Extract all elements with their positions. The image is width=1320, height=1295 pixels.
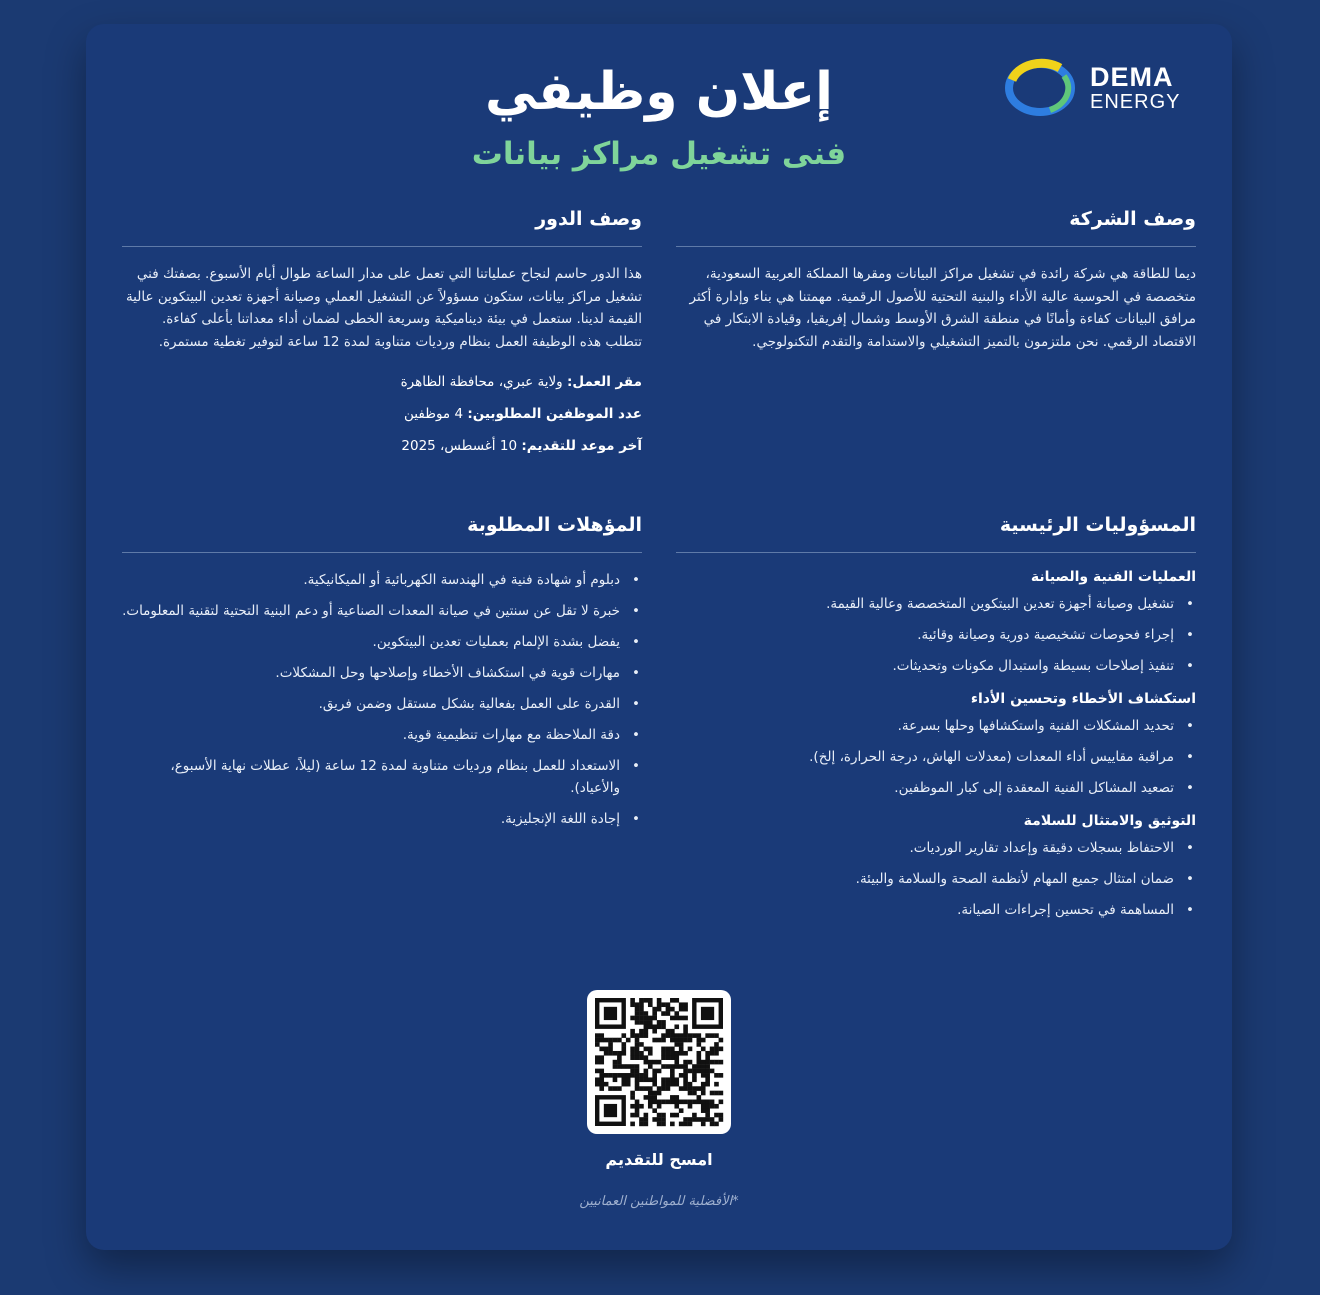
job-subtitle: فنى تشغيل مراكز بيانات xyxy=(471,136,847,172)
responsibilities-title: المسؤوليات الرئيسية xyxy=(676,514,1196,553)
list-item: • تنفيذ إصلاحات بسيطة واستبدال مكونات وتحديثات. xyxy=(676,655,1196,677)
list-item: • المساهمة في تحسين إجراءات الصيانة. xyxy=(676,899,1196,921)
list-item: • إجراء فحوصات تشخيصية دورية وصيانة وقائية. xyxy=(676,624,1196,646)
role-details xyxy=(122,373,642,455)
role-text: هذا الدور حاسم لنجاح عملياتنا التي تعمل على مدار الساعة طوال أيام الأسبوع. بصفتك فني تشغيل مراكز بيانات، ستكون مسؤولاً عن التشغيل العملي وصيانة أجهزة تعدين البيتكوين عالية القيمة لدينا. ستعمل في بيئة ديناميكية وسريعة الخطى لضمان أداء معداتنا بأعلى كفاءة. تتطلب هذه الوظيفة العمل بنظام ورديات متناوبة لمدة 12 ساعة لتوفير تغطية مستمرة. xyxy=(125,266,642,350)
ring-logo-icon xyxy=(1002,54,1082,124)
role-title: وصف الدور xyxy=(122,208,642,247)
qualifications-section xyxy=(122,514,642,839)
list-item: • إجادة اللغة الإنجليزية. xyxy=(122,808,642,830)
qualifications-title: المؤهلات المطلوبة xyxy=(122,514,642,553)
job-ad-card xyxy=(86,24,1232,1250)
list-item: • تحديد المشكلات الفنية واستكشافها وحلها بسرعة. xyxy=(676,715,1196,737)
list-item: • مهارات قوية في استكشاف الأخطاء وإصلاحها وحل المشكلات. xyxy=(122,662,642,684)
list-item: • تشغيل وصيانة أجهزة تعدين البيتكوين المتخصصة وعالية القيمة. xyxy=(676,593,1196,615)
list-item: • خبرة لا تقل عن سنتين في صيانة المعدات الصناعية أو دعم البنية التحتية لتقنية المعلومات. xyxy=(122,600,642,622)
company-section xyxy=(676,208,1196,353)
list-item: • الاحتفاظ بسجلات دقيقة وإعداد تقارير الورديات. xyxy=(676,837,1196,859)
company-text: ديما للطاقة هي شركة رائدة في تشغيل مراكز البيانات ومقرها المملكة العربية السعودية، متخصصة في الحوسبة عالية الأداء والبنية التحتية للأصول الرقمية. مهمتنا هي بناء وإدارة أكثر مرافق البيانات كفاءة وأمانًا في منطقة الشرق الأوسط وشمال إفريقيا، وقيادة الابتكار في الاقتصاد الرقمي. نحن ملتزمون بالتميز التشغيلي والاستدامة والتقدم التكنولوجي. xyxy=(689,266,1196,350)
preference-note: *الأفضلية للمواطنين العمانيين xyxy=(579,1194,739,1209)
scan-to-apply-label: امسح للتقديم xyxy=(605,1150,713,1169)
role-section xyxy=(122,208,642,469)
group-list xyxy=(676,715,1196,799)
responsibilities-section xyxy=(676,514,1196,930)
list-item: • دبلوم أو شهادة فنية في الهندسة الكهربائية أو الميكانيكية. xyxy=(122,569,642,591)
list-item: • مراقبة مقاييس أداء المعدات (معدلات الهاش، درجة الحرارة، إلخ). xyxy=(676,746,1196,768)
headcount-row: عدد الموظفين المطلوبين: 4 موظفين xyxy=(404,406,642,422)
list-item: • القدرة على العمل بفعالية بشكل مستقل وضمن فريق. xyxy=(122,693,642,715)
list-item: • تصعيد المشاكل الفنية المعقدة إلى كبار الموظفين. xyxy=(676,777,1196,799)
group-title: استكشاف الأخطاء وتحسين الأداء xyxy=(970,691,1196,707)
list-item: • ضمان امتثال جميع المهام لأنظمة الصحة والسلامة والبيئة. xyxy=(676,868,1196,890)
group-list xyxy=(676,837,1196,921)
location-row: مقر العمل: ولاية عبري، محافظة الظاهرة xyxy=(400,374,642,390)
brand-name: DEMA xyxy=(1090,62,1174,92)
list-item: • دقة الملاحظة مع مهارات تنظيمية قوية. xyxy=(122,724,642,746)
brand-logo xyxy=(1002,54,1202,124)
qualifications-list xyxy=(122,569,642,830)
group-title: التوثيق والامتثال للسلامة xyxy=(1023,813,1196,829)
header xyxy=(86,24,1232,214)
company-title: وصف الشركة xyxy=(676,208,1196,247)
qr-code-icon[interactable] xyxy=(587,990,731,1134)
brand-subname: ENERGY xyxy=(1090,91,1181,113)
group-list xyxy=(676,593,1196,677)
group-title: العمليات الفنية والصيانة xyxy=(1030,569,1196,585)
page-title: إعلان وظيفي xyxy=(485,62,833,122)
list-item: • يفضل بشدة الإلمام بعمليات تعدين البيتكوين. xyxy=(122,631,642,653)
deadline-row: آخر موعد للتقديم: 10 أغسطس، 2025 xyxy=(401,438,642,454)
list-item: • الاستعداد للعمل بنظام ورديات متناوبة لمدة 12 ساعة (ليلاً، عطلات نهاية الأسبوع، والأعياد). xyxy=(122,755,642,799)
